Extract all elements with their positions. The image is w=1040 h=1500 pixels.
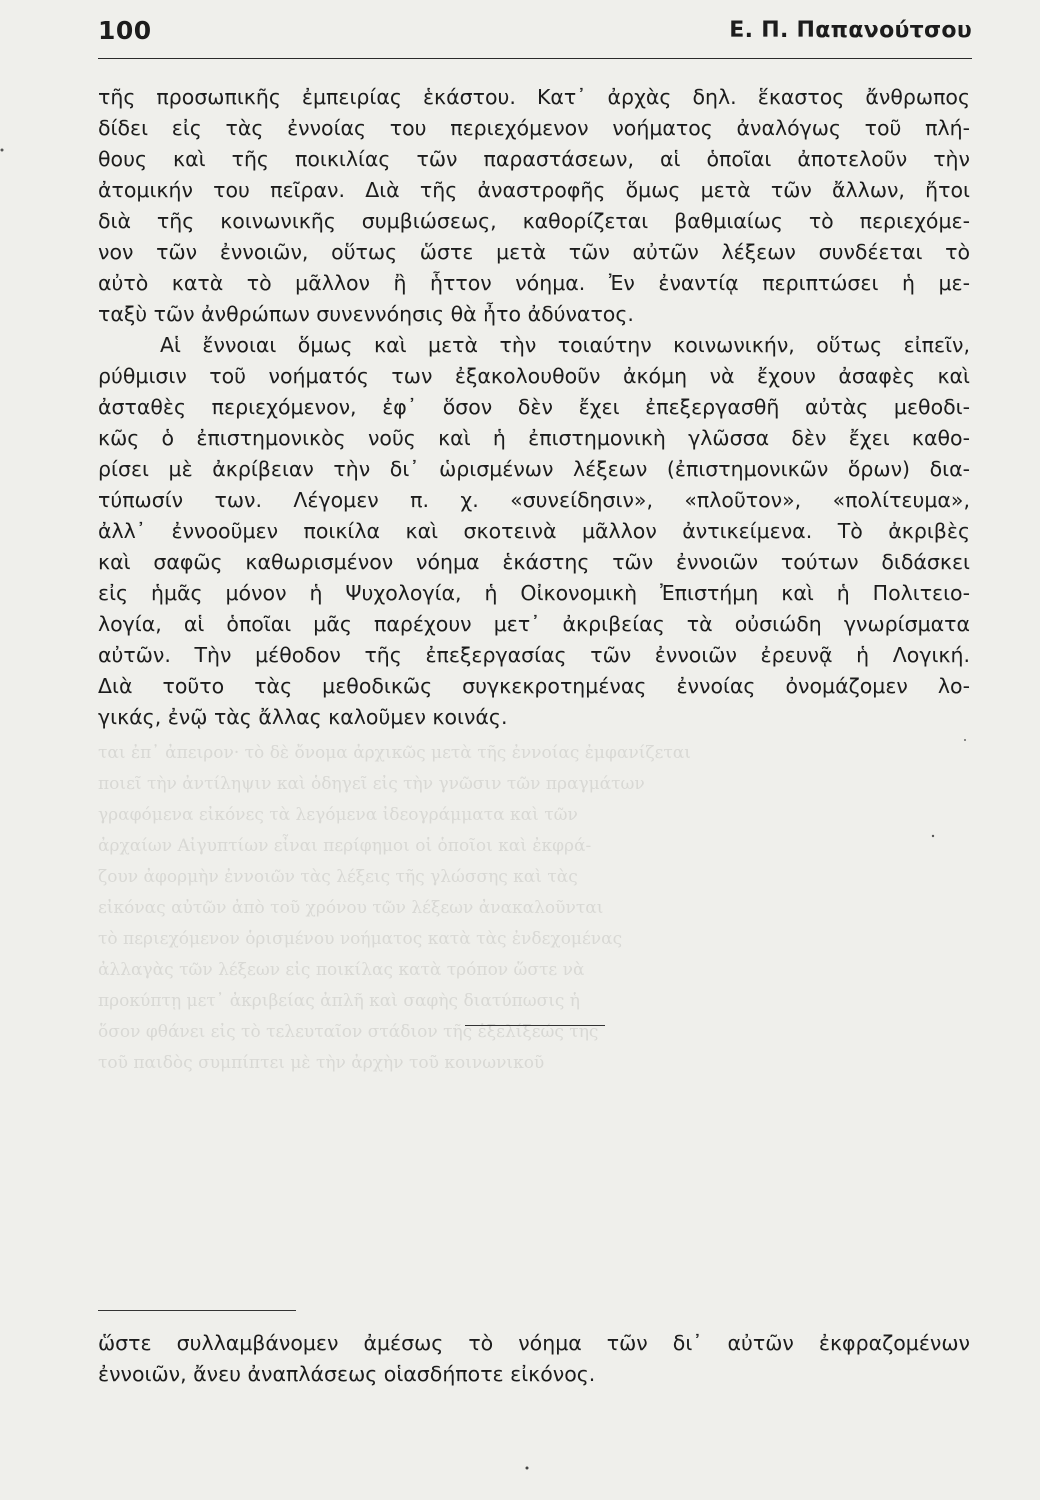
footnote-line: ἐννοιῶν, ἄνευ ἀναπλάσεως οἱασδήποτε εἰκόνος. xyxy=(98,1362,596,1386)
footnote-line: ὥστε συλλαμβάνομεν ἀμέσως τὸ νόημα τῶν δι᾽ αὐτῶν ἐκφραζομένων xyxy=(98,1331,970,1355)
running-head: Ε. Π. Παπανούτσου xyxy=(729,18,972,43)
bleed-through-text: ται ἐπ᾽ ἀπειρον· τὸ δὲ ὄνομα ἀρχικῶς μετὰ τῆς ἐννοίας ἐμφανίζεται ποιεῖ τὴν ἀντίληψιν καὶ ὁδηγεῖ εἰς τὴν γνῶσιν τῶν πραγμάτων γραφόμενα εἰκόνες τὰ λεγόμενα ἰδεογράμματα καὶ τῶν ἀρχαίων Αἰγυπτίων εἶναι περίφημοι οἱ ὁποῖοι καὶ ἐκφρά- ζουν ἀφορμὴν ἐννοιῶν τὰς λέξεις τῆς γλώσσης καὶ τὰς εἰκόνας αὐτῶν ἀπὸ τοῦ χρόνου τῶν λέξεων ἀνακαλοῦνται τὸ περιεχόμενον ὁρισμένου νοήματος κατὰ τὰς ἐνδεχομένας ἀλλαγὰς τῶν λέξεων εἰς ποικίλας κατὰ τρόπον ὥστε νὰ προκύπτῃ μετ᾽ ἀκριβείας ἀπλῆ καὶ σαφὴς διατύπωσις ἡ ὅσον φθάνει εἰς τὸ τελευταῖον στάδιον τῆς ἐξελίξεώς της τοῦ παιδὸς συμπίπτει μὲ τὴν ἀρχὴν τοῦ κοινωνικοῦ xyxy=(98,743,691,1073)
text-line: Αἱ ἔννοιαι ὅμως καὶ μετὰ τὴν τοιαύτην κοινωνικήν, οὕτως εἰπεῖν, xyxy=(160,333,970,357)
text-line: νον τῶν ἐννοιῶν, οὕτως ὥστε μετὰ τῶν αὐτῶν λέξεων συνδέεται τὸ xyxy=(98,240,970,264)
text-line: ρύθμισιν τοῦ νοήματός των ἐξακολουθοῦν ἀκόμη νὰ ἔχουν ἀσαφὲς καὶ xyxy=(98,364,970,388)
text-line: τῆς προσωπικῆς ἐμπειρίας ἑκάστου. Κατ᾽ ἀρχὰς δηλ. ἕκαστος ἄνθρωπος xyxy=(98,85,970,109)
text-line: κῶς ὁ ἐπιστημονικὸς νοῦς καὶ ἡ ἐπιστημονικὴ γλῶσσα δὲν ἔχει καθο- xyxy=(98,426,970,450)
text-line: γικάς, ἐνῷ τὰς ἄλλας καλοῦμεν κοινάς. xyxy=(98,705,508,729)
text-line: θους καὶ τῆς ποικιλίας τῶν παραστάσεων, αἱ ὁποῖαι ἀποτελοῦν τὴν xyxy=(98,147,970,171)
text-line: ταξὺ τῶν ἀνθρώπων συνεννόησις θὰ ἦτο ἀδύνατος. xyxy=(98,302,634,326)
text-line: Διὰ τοῦτο τὰς μεθοδικῶς συγκεκροτημένας ἐννοίας ὀνομάζομεν λο- xyxy=(98,674,970,698)
text-line: αὐτῶν. Τὴν μέθοδον τῆς ἐπεξεργασίας τῶν ἐννοιῶν ἐρευνᾷ ἡ Λογική. xyxy=(98,643,970,667)
text-line: καὶ σαφῶς καθωρισμένον νόημα ἑκάστης τῶν ἐννοιῶν τούτων διδάσκει xyxy=(98,550,970,574)
text-line: τύπωσίν των. Λέγομεν π. χ. «συνείδησιν», «πλοῦτον», «πολίτευμα», xyxy=(98,488,970,512)
text-line: εἰς ἡμᾶς μόνον ἡ Ψυχολογία, ἡ Οἰκονομικὴ Ἐπιστήμη καὶ ἡ Πολιτειο- xyxy=(98,581,970,605)
text-line: διὰ τῆς κοινωνικῆς συμβιώσεως, καθορίζεται βαθμιαίως τὸ περιεχόμε- xyxy=(98,209,970,233)
page-number: 100 xyxy=(98,16,152,45)
text-line: ἀλλ᾽ ἐννοοῦμεν ποικίλα καὶ σκοτεινὰ μᾶλλον ἀντικείμενα. Τὸ ἀκριβὲς xyxy=(98,519,970,543)
text-line: ἀτομικήν του πεῖραν. Διὰ τῆς ἀναστροφῆς ὅμως μετὰ τῶν ἄλλων, ἤτοι xyxy=(98,178,970,202)
text-line: δίδει εἰς τὰς ἐννοίας του περιεχόμενον νοήματος ἀναλόγως τοῦ πλή- xyxy=(98,116,970,140)
text-line: αὐτὸ κατὰ τὸ μᾶλλον ἢ ἧττον νόημα. Ἐν ἐναντίᾳ περιπτώσει ἡ με- xyxy=(98,271,970,295)
text-line: ἀσταθὲς περιεχόμενον, ἐφ᾽ ὅσον δὲν ἔχει ἐπεξεργασθῆ αὐτὰς μεθοδι- xyxy=(98,395,970,419)
text-line: λογία, αἱ ὁποῖαι μᾶς παρέχουν μετ᾽ ἀκριβείας τὰ οὐσιώδη γνωρίσματα xyxy=(98,612,970,636)
text-line: ρίσει μὲ ἀκρίβειαν τὴν δι᾽ ὡρισμένων λέξεων (ἐπιστημονικῶν ὅρων) δια- xyxy=(98,457,970,481)
